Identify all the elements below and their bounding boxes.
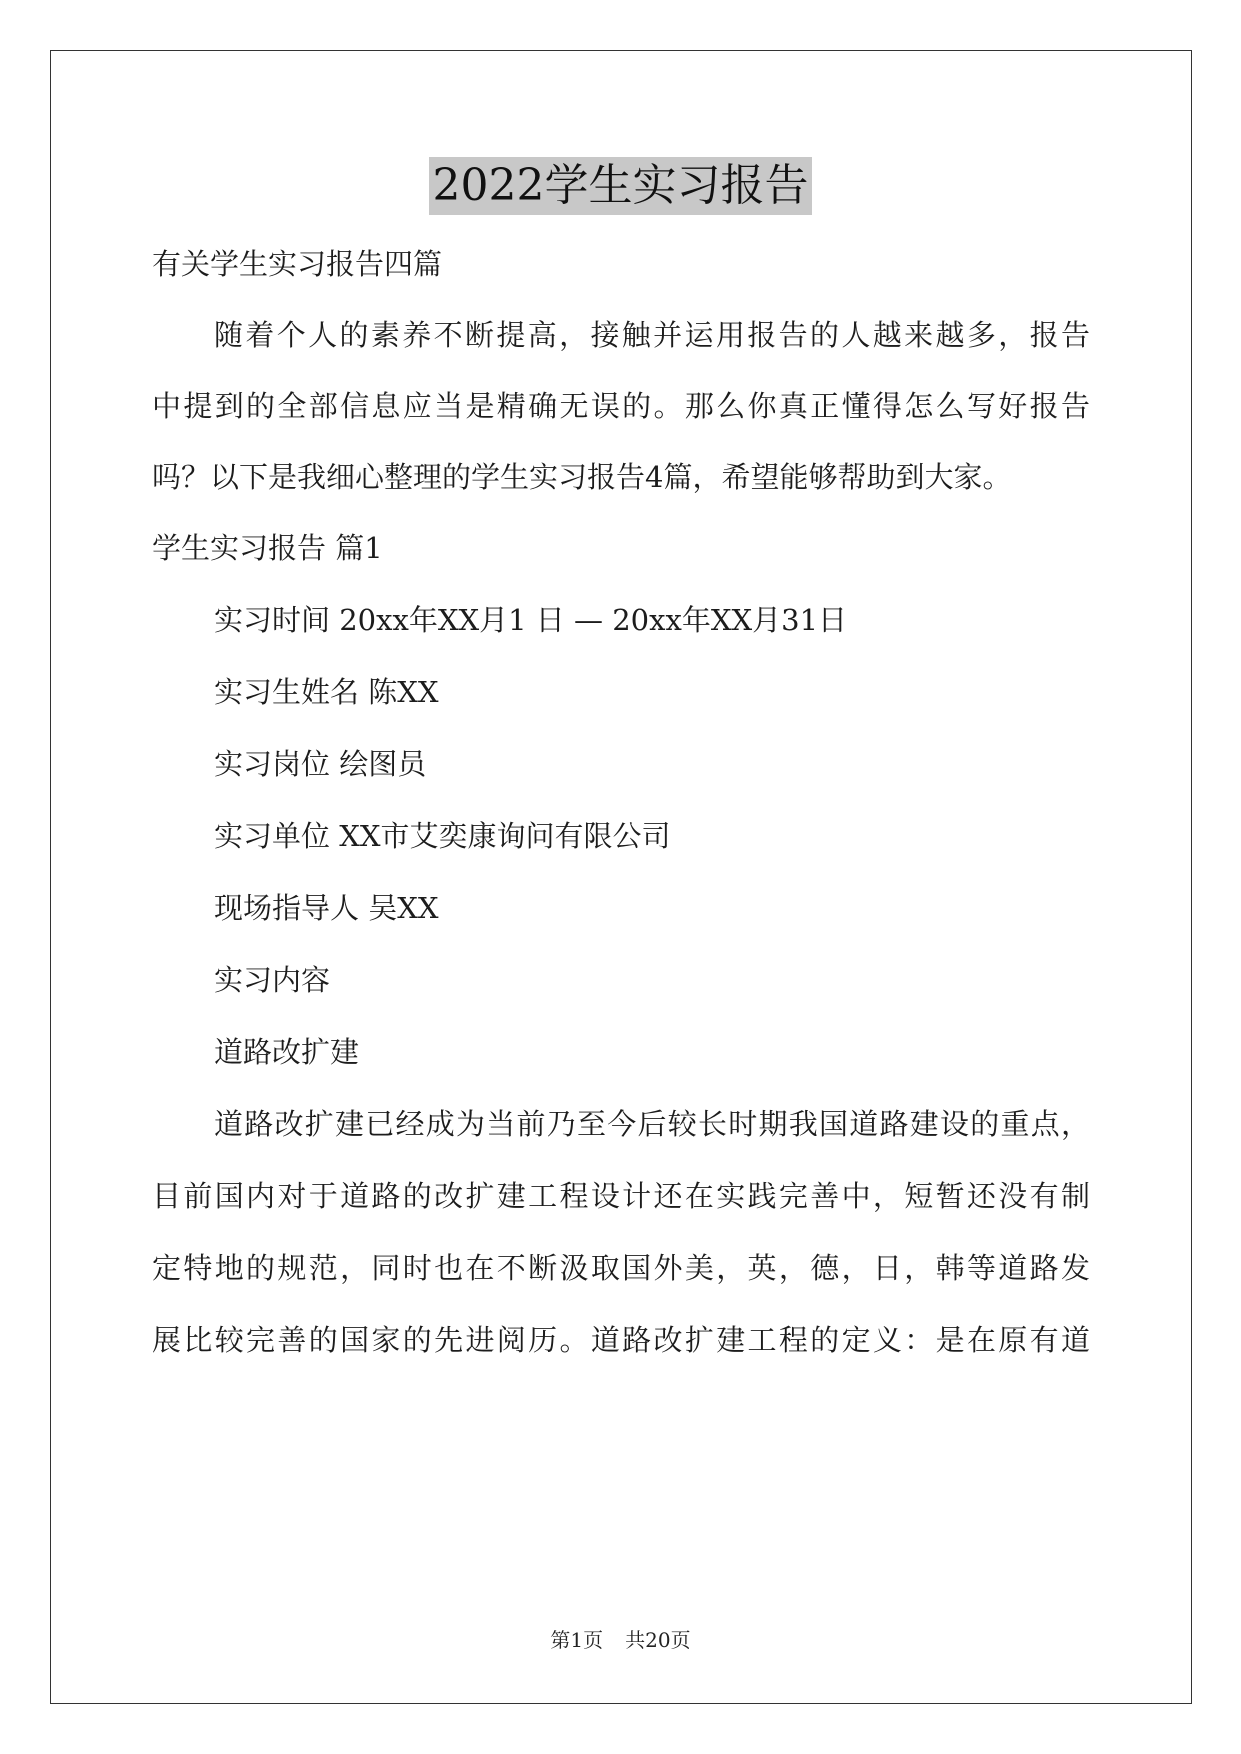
paragraph-line: 道路改扩建已经成为当前乃至今后较长时期我国道路建设的重点， <box>214 1107 1090 1141</box>
info-line-name: 实习生姓名 陈XX <box>214 675 439 709</box>
page-number: 第1页 <box>550 1628 604 1652</box>
paragraph-line: 目前国内对于道路的改扩建工程设计还在实践完善中，短暂还没有制 <box>152 1179 1090 1213</box>
page-footer <box>0 1627 1241 1653</box>
page-total: 共20页 <box>625 1628 691 1652</box>
title-container <box>0 157 1241 215</box>
paragraph-line: 定特地的规范，同时也在不断汲取国外美，英，德，日，韩等道路发 <box>152 1251 1090 1285</box>
subtitle-line: 有关学生实习报告四篇 <box>152 247 443 281</box>
page-border <box>50 50 1192 1704</box>
section-heading: 学生实习报告 篇1 <box>152 531 383 565</box>
info-line-content: 实习内容 <box>214 963 331 997</box>
info-line-supervisor: 现场指导人 吴XX <box>214 891 439 925</box>
subsection-heading: 道路改扩建 <box>214 1035 360 1069</box>
info-line-time: 实习时间 20xx年XX月1 日 — 20xx年XX月31日 <box>214 603 848 637</box>
document-title: 2022学生实习报告 <box>429 157 813 215</box>
info-line-company: 实习单位 XX市艾奕康询问有限公司 <box>214 819 671 853</box>
paragraph-line: 中提到的全部信息应当是精确无误的。那么你真正懂得怎么写好报告 <box>152 389 1090 423</box>
paragraph-line: 吗？以下是我细心整理的学生实习报告4篇，希望能够帮助到大家。 <box>152 460 1012 494</box>
paragraph-line: 随着个人的素养不断提高，接触并运用报告的人越来越多，报告 <box>214 318 1090 352</box>
paragraph-line: 展比较完善的国家的先进阅历。道路改扩建工程的定义：是在原有道 <box>152 1323 1090 1357</box>
info-line-position: 实习岗位 绘图员 <box>214 747 427 781</box>
